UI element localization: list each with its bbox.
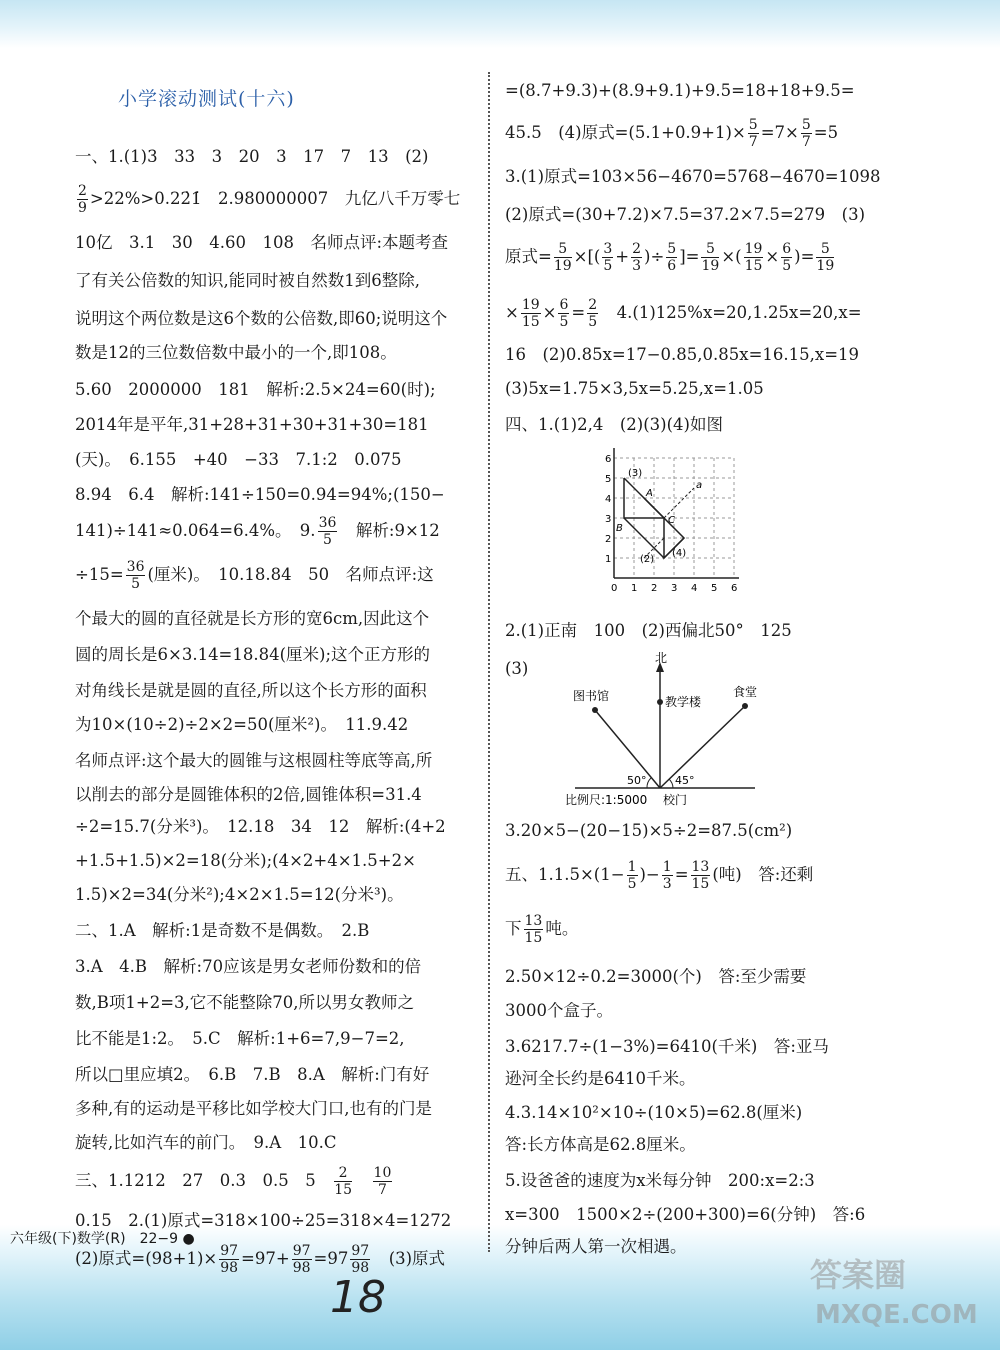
x-tick: 2 (651, 583, 658, 594)
answer-line: 3000个盒子。 (505, 1001, 613, 1020)
fraction: $\frac{5}{19}$ (816, 241, 835, 274)
label-4: (4) (672, 548, 687, 559)
watermark-url: MXQE.COM (815, 1300, 978, 1330)
line-canteen (660, 706, 745, 788)
answer-line: ÷15= $\frac{36}{5}$ (厘米)。 10.18.84 50 名师点评:这 (75, 559, 434, 592)
answer-line: (2)原式=(98+1)× $\frac{97}{98}$ =97+ $\frac{97}{98}$ =97 $\frac{97}{98}$ (3)原式 (75, 1243, 446, 1276)
x-tick: 5 (711, 583, 718, 594)
answer-line: 为10×(10÷2)÷2×2=50(厘米²)。 11.9.42 (75, 715, 409, 734)
fraction: $\frac{6}{5}$ (559, 297, 569, 330)
canteen-label: 食堂 (733, 685, 758, 699)
angle-arc-left (647, 778, 651, 788)
teaching-label: 教学楼 (665, 695, 702, 709)
answer-line: 圆的周长是6×3.14=18.84(厘米);这个正方形的 (75, 645, 431, 664)
answer-line: 5.60 2000000 181 解析:2.5×24=60(时); (75, 380, 436, 399)
answer-line: 10亿 3.1 30 4.60 108 名师点评:本题考查 (75, 233, 449, 252)
north-label: 北 (655, 651, 668, 665)
answer-line: 1.5)×2=34(分米²);4×2×1.5=12(分米³)。 (75, 885, 404, 904)
column-divider (488, 72, 490, 1252)
angle-label-left: 50° (627, 774, 647, 787)
answer-line: (天)。 6.155 +40 −33 7.1:2 0.075 (75, 450, 402, 469)
answer-line: 16 (2)0.85x=17−0.85,0.85x=16.15,x=19 (505, 345, 860, 364)
answer-line: 141)÷141≈0.064=6.4%。 9. $\frac{36}{5}$ 解析:9×12 (75, 515, 440, 548)
answer-line: 3.(1)原式=103×56−4670=5768−4670=1098 (505, 167, 881, 186)
angle-label-right: 45° (675, 774, 695, 787)
answer-line: 名师点评:这个最大的圆锥与这根圆柱等底等高,所 (75, 751, 433, 770)
answer-line: x=300 1500×2÷(200+300)=6(分钟) 答:6 (505, 1205, 866, 1224)
y-tick: 3 (605, 514, 612, 525)
fraction: $\frac{19}{15}$ (744, 241, 763, 274)
fraction: $\frac{13}{15}$ (691, 859, 710, 892)
fraction: $\frac{10}{7}$ (373, 1165, 392, 1198)
fraction: $\frac{1}{3}$ (662, 859, 672, 892)
answer-line: 多种,有的运动是平移比如学校大门口,也有的门是 (75, 1099, 432, 1118)
page-footer: 六年级(下)数学(R) 22−9 ● (10, 1231, 195, 1247)
fraction: $\frac{5}{7}$ (748, 117, 758, 150)
fraction: $\frac{5}{19}$ (553, 241, 572, 274)
fraction: $\frac{2}{3}$ (632, 241, 642, 274)
fraction: $\frac{2}{15}$ (334, 1165, 353, 1198)
answer-line: $\frac{2}{9}$ >22%>0.22̇1̇ 2.980000007 九亿八千万零七 (78, 183, 461, 216)
fraction: $\frac{5}{7}$ (801, 117, 811, 150)
answer-line: 5.设爸爸的速度为x米每分钟 200:x=2:3 (505, 1171, 815, 1190)
y-tick: 2 (605, 534, 612, 545)
answer-line: 3.6217.7÷(1−3%)=6410(千米) 答:亚马 (505, 1037, 829, 1056)
answer-line: 下 $\frac{13}{15}$ 吨。 (505, 913, 579, 946)
x-tick: 6 (731, 583, 738, 594)
answer-line: 二、1.A 解析:1是奇数不是偶数。 2.B (75, 921, 370, 940)
y-tick: 1 (605, 554, 612, 565)
point-teaching (657, 699, 663, 705)
answer-line: 三、1.1212 27 0.3 0.5 5 $\frac{2}{15}$ $\frac{10}{7}$ (75, 1165, 392, 1198)
answer-line: 4.3.14×10²×10÷(10×5)=62.8(厘米) (505, 1103, 803, 1122)
answer-line: 对角线长是就是圆的直径,所以这个长方形的面积 (75, 681, 427, 700)
answer-line: 8.94 6.4 解析:141÷150=0.94=94%;(150− (75, 485, 445, 504)
coordinate-grid-figure (605, 448, 744, 598)
angle-arc-right (669, 779, 673, 788)
answer-line: 说明这个两位数是这6个数的公倍数,即60;说明这个 (75, 309, 448, 328)
direction-map-figure (555, 650, 795, 810)
label-A: A (646, 488, 653, 499)
answer-line: 原式= $\frac{5}{19}$ ×[( $\frac{3}{5}$ + $\frac{2}{3}$ )÷ $\frac{5}{6}$ ]= $\frac{5}{19}$ ×( $\frac{19}{15}$ × $\frac{6}{5}$ )= $\frac{5}{19}$ (505, 241, 835, 274)
fraction: $\frac{5}{6}$ (667, 241, 677, 274)
scale-label: 比例尺:1:5000 (565, 793, 648, 807)
x-tick: 3 (671, 583, 678, 594)
answer-line: 45.5 (4)原式=(5.1+0.9+1)× $\frac{5}{7}$ =7× $\frac{5}{7}$ =5 (505, 117, 839, 150)
library-label: 图书馆 (573, 689, 610, 703)
fraction: $\frac{1}{5}$ (627, 859, 637, 892)
answer-line: 了有关公倍数的知识,能同时被自然数1到6整除, (75, 271, 420, 290)
answer-line: 2.50×12÷0.2=3000(个) 答:至少需要 (505, 967, 807, 986)
watermark-logo: 答案圈 (810, 1256, 907, 1294)
gate-label: 校门 (663, 793, 688, 807)
answer-line: 五、1.1.5×(1− $\frac{1}{5}$ )− $\frac{1}{3}$ = $\frac{13}{15}$ (吨) 答:还剩 (505, 859, 814, 892)
page-title: 小学滚动测试(十六) (118, 88, 295, 110)
fraction: $\frac{36}{5}$ (318, 515, 337, 548)
answer-line: 答:长方体高是62.8厘米。 (505, 1135, 696, 1154)
label-B: B (616, 523, 623, 534)
fraction: $\frac{97}{98}$ (351, 1243, 370, 1276)
answer-line: 2.(1)正南 100 (2)西偏北50° 125 (505, 621, 792, 640)
answer-line: ÷2=15.7(分米³)。 12.18 34 12 解析:(4+2 (75, 817, 446, 836)
line-a (664, 488, 694, 518)
answer-line: 3.20×5−(20−15)×5÷2=87.5(cm²) (505, 821, 793, 840)
answer-line: 所以□里应填2。 6.B 7.B 8.A 解析:门有好 (75, 1065, 430, 1084)
answer-line: (2)原式=(30+7.2)×7.5=37.2×7.5=279 (3) (505, 205, 866, 224)
answer-line: 数,B项1+2=3,它不能整除70,所以男女教师之 (75, 993, 414, 1012)
answer-line: 3.A 4.B 解析:70应该是男女老师份数和的倍 (75, 957, 422, 976)
point-canteen (742, 703, 748, 709)
x-tick: 4 (691, 583, 698, 594)
answer-line: 2014年是平年,31+28+31+30+31+30=181 (75, 415, 429, 434)
y-tick: 6 (605, 454, 612, 465)
y-tick: 4 (605, 494, 612, 505)
fraction: $\frac{5}{19}$ (701, 241, 720, 274)
answer-line: (3) (505, 659, 529, 678)
label-C: C (668, 515, 675, 526)
answer-line: 以削去的部分是圆锥体积的2倍,圆锥体积=31.4 (75, 785, 422, 804)
answer-line: 数是12的三位数倍数中最小的一个,即108。 (75, 343, 397, 362)
x-tick: 1 (631, 583, 638, 594)
answer-line: (3)5x=1.75×3,5x=5.25,x=1.05 (505, 379, 764, 398)
fraction: $\frac{3}{5}$ (603, 241, 613, 274)
answer-line: 四、1.(1)2,4 (2)(3)(4)如图 (505, 415, 723, 434)
top-decor-band (0, 0, 1000, 48)
fraction: $\frac{97}{98}$ (220, 1243, 239, 1276)
answer-line: 比不能是1:2。 5.C 解析:1+6=7,9−7=2, (75, 1029, 405, 1048)
answer-line: 旋转,比如汽车的前门。 9.A 10.C (75, 1133, 337, 1152)
answer-line: 逊河全长约是6410千米。 (505, 1069, 696, 1088)
handwritten-page-number: 18 (330, 1272, 386, 1323)
fraction: $\frac{13}{15}$ (524, 913, 543, 946)
label-a: a (696, 480, 703, 491)
x-tick: 0 (611, 583, 618, 594)
fraction: $\frac{97}{98}$ (292, 1243, 311, 1276)
fraction: $\frac{2}{9}$ (78, 183, 87, 216)
fraction: $\frac{19}{15}$ (521, 297, 540, 330)
answer-line: 一、1.(1)3 33 3 20 3 17 7 13 (2) (75, 147, 429, 166)
y-tick: 5 (605, 474, 612, 485)
answer-line: 个最大的圆的直径就是长方形的宽6cm,因此这个 (75, 609, 430, 628)
label-3: (3) (628, 468, 643, 479)
fraction: $\frac{2}{5}$ (588, 297, 598, 330)
fraction: $\frac{6}{5}$ (782, 241, 792, 274)
answer-line: × $\frac{19}{15}$ × $\frac{6}{5}$ = $\frac{2}{5}$ 4.(1)125%x=20,1.25x=20,x= (505, 297, 862, 330)
answer-line: 0.15 2.(1)原式=318×100÷25=318×4=1272 (75, 1211, 452, 1230)
fraction: $\frac{36}{5}$ (126, 559, 145, 592)
point-library (592, 707, 598, 713)
answer-line: 分钟后两人第一次相遇。 (505, 1237, 687, 1256)
answer-line: +1.5+1.5)×2=18(分米);(4×2+4×1.5+2× (75, 851, 416, 870)
label-2: (2) (640, 554, 655, 565)
answer-line: =(8.7+9.3)+(8.9+9.1)+9.5=18+18+9.5= (505, 81, 855, 100)
